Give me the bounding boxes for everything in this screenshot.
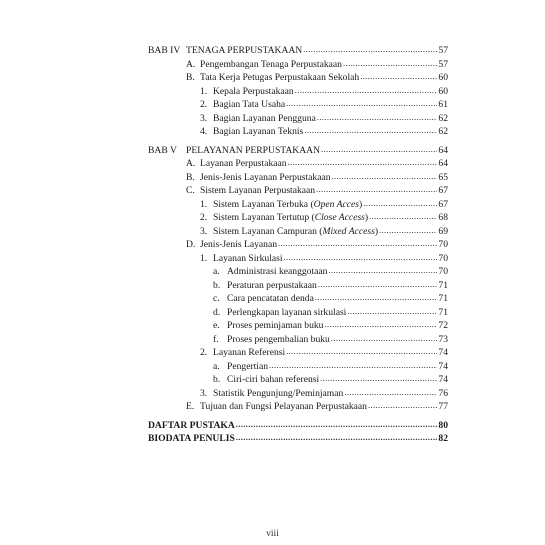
toc-entry-text: Sistem Layanan Campuran ( <box>213 225 323 237</box>
toc-entry-title <box>148 419 235 432</box>
toc-entry-page: 71 <box>438 293 448 304</box>
toc-entry <box>148 112 448 125</box>
toc-entry-page: 71 <box>438 279 448 291</box>
toc-entry-number: a. <box>213 266 220 277</box>
toc-entry-title <box>213 373 319 386</box>
toc-entry <box>148 238 448 251</box>
toc-entry-text: Kepala Perpustakaan <box>213 85 294 97</box>
toc-entry-text: Bagian Layanan Teknis <box>213 126 304 137</box>
dot-leader <box>343 57 437 70</box>
toc-entry-text: Mixed Access <box>322 225 375 237</box>
toc-entry-page: 73 <box>438 333 448 345</box>
toc-entry-number: C. <box>186 185 195 196</box>
toc-entry-text: Administrasi keanggotaan <box>227 266 328 277</box>
toc-entry-number: 3. <box>200 225 208 237</box>
toc-entry-title <box>186 171 331 184</box>
page-number: viii <box>266 528 279 539</box>
toc-entry-number: B. <box>186 72 195 83</box>
dot-leader <box>347 305 437 318</box>
dot-leader <box>317 111 438 124</box>
toc-entry <box>148 306 448 319</box>
toc-entry-title <box>200 198 362 211</box>
toc-entry-text: Layanan Referensi <box>213 347 286 358</box>
toc-entry <box>148 211 448 224</box>
toc-entry-title <box>200 112 316 125</box>
toc-entry-page: 71 <box>438 306 448 318</box>
toc-entry-page: 61 <box>438 99 448 110</box>
dot-leader <box>286 345 437 358</box>
toc-entry <box>148 184 448 197</box>
toc-entry-number: 4. <box>200 126 208 137</box>
toc-entry-text: Open Acces <box>313 198 360 210</box>
dot-leader <box>269 359 437 372</box>
toc-entry <box>148 85 448 98</box>
toc-entry <box>148 171 448 184</box>
toc-entry-title <box>186 58 342 71</box>
toc-entry-title <box>200 252 283 265</box>
toc-entry-title <box>200 85 294 98</box>
toc-entry <box>148 225 448 238</box>
toc-entry-title <box>200 346 285 359</box>
toc-entry-text: ) <box>359 198 363 210</box>
toc-entry-page: 65 <box>438 171 448 183</box>
toc-entry-text: Peraturan perpustakaan <box>227 279 317 291</box>
toc-entry-number: e. <box>213 320 220 331</box>
toc-entry-number: 2. <box>200 347 208 358</box>
toc-entry-page: 67 <box>438 185 448 196</box>
toc-entry-page: 60 <box>438 85 448 97</box>
toc-entry-number: E. <box>186 401 195 412</box>
toc-entry-title <box>200 98 285 111</box>
toc-entry-number: f. <box>213 333 219 345</box>
toc-entry-page: 70 <box>438 266 448 277</box>
toc-entry-number: 2. <box>200 212 208 223</box>
toc-entry-text: Proses pengembalian buku <box>227 333 330 345</box>
toc-entry <box>148 373 448 386</box>
dot-leader <box>368 399 437 412</box>
toc-entry-number: b. <box>213 279 221 291</box>
dot-leader <box>315 291 438 304</box>
toc-entry-text: Layanan Perpustakaan <box>200 158 287 169</box>
dot-leader <box>344 386 437 399</box>
toc-entry-number: BAB IV <box>148 45 181 56</box>
toc-entry-page: 69 <box>438 225 448 237</box>
toc-entry-title <box>213 279 317 292</box>
toc-entry-page: 80 <box>438 419 448 431</box>
toc-entry <box>148 98 448 111</box>
toc-entry-title <box>186 184 315 197</box>
toc-entry-number: c. <box>213 293 220 304</box>
toc-entry-number: 2. <box>200 99 208 110</box>
toc-entry-text: Sistem Layanan Perpustakaan <box>200 185 316 196</box>
toc-entry-number: BAB V <box>148 144 177 156</box>
toc-entry-number: a. <box>213 360 220 372</box>
toc-entry-number: D. <box>186 239 196 250</box>
toc-entry <box>148 252 448 265</box>
dot-leader <box>328 264 437 277</box>
toc-entry <box>148 333 448 346</box>
toc-entry-number: 3. <box>200 387 208 399</box>
toc-entry-title <box>148 432 235 445</box>
dot-leader <box>304 124 437 137</box>
toc-entry-number: A. <box>186 158 196 169</box>
dot-leader <box>369 210 437 223</box>
toc-entry-text: ) <box>364 212 369 223</box>
toc-entry-number: 3. <box>200 112 208 124</box>
toc-entry-page: 72 <box>438 320 448 331</box>
dot-leader <box>324 318 437 331</box>
toc-entry-number: 1. <box>200 85 208 97</box>
toc-entry-page: 67 <box>438 198 448 210</box>
toc-entry-title <box>186 400 367 413</box>
toc-entry-page: 70 <box>438 239 448 250</box>
toc-entry-title <box>200 125 303 138</box>
toc-entry-text: PELAYANAN PERPUSTAKAAN <box>186 144 321 156</box>
toc-entry <box>148 346 448 359</box>
toc-entry <box>148 144 448 157</box>
toc-entry-page: 60 <box>438 72 448 83</box>
toc-entry-number: d. <box>213 306 221 318</box>
toc-entry-title <box>213 306 346 319</box>
toc-entry-title <box>213 265 327 278</box>
dot-leader <box>318 278 438 291</box>
toc-entry-text: Statistik Pengunjung/Peminjaman <box>213 387 344 399</box>
toc-entry-number: A. <box>186 58 196 70</box>
toc-entry-title <box>213 292 314 305</box>
dot-leader <box>379 224 437 237</box>
toc-entry-title <box>148 144 320 157</box>
toc-entry <box>148 387 448 400</box>
toc-entry-text: Sistem Layanan Terbuka ( <box>213 198 314 210</box>
toc-entry-text: Jenis-Jenis Layanan Perpustakaan <box>200 171 331 183</box>
toc-entry-number: 1. <box>200 252 208 264</box>
toc-entry-title <box>200 225 378 238</box>
toc-entry-text: Proses peminjaman buku <box>227 320 324 331</box>
toc-entry-text: Perlengkapan layanan sirkulasi <box>227 306 347 318</box>
toc-entry-number: 1. <box>200 198 208 210</box>
toc-entry-title <box>213 360 268 373</box>
toc-entry-title <box>200 387 343 400</box>
dot-leader <box>236 418 438 431</box>
dot-leader <box>288 156 438 169</box>
toc-entry-page: 76 <box>438 387 448 399</box>
dot-leader <box>295 84 438 97</box>
toc-entry-page: 68 <box>438 212 448 223</box>
toc-entry-text: Pengertian <box>227 360 269 372</box>
toc-entry-title <box>186 238 277 251</box>
toc-entry-text: Layanan Sirkulasi <box>213 252 283 264</box>
toc-entry-text: Close Access <box>314 212 365 223</box>
toc-entry-page: 64 <box>438 144 448 156</box>
toc-entry-text: BIODATA PENULIS <box>148 433 235 444</box>
toc-entry-page: 62 <box>438 112 448 124</box>
dot-leader <box>360 70 437 83</box>
dot-leader <box>321 143 437 156</box>
toc-entry <box>148 265 448 278</box>
dot-leader <box>278 237 437 250</box>
toc-entry-text: Ciri-ciri bahan referensi <box>227 374 320 385</box>
toc-entry-text: ) <box>374 225 379 237</box>
dot-leader <box>286 97 437 110</box>
dot-leader <box>303 43 437 56</box>
dot-leader <box>320 372 437 385</box>
toc-entry-text: Jenis-Jenis Layanan <box>200 239 277 250</box>
dot-leader <box>331 332 438 345</box>
toc-entry-number: b. <box>213 374 221 385</box>
toc-entry-title <box>213 333 330 346</box>
dot-leader <box>332 170 438 183</box>
dot-leader <box>316 183 437 196</box>
toc-entry-text: Tata Kerja Petugas Perpustakaan Sekolah <box>200 72 360 83</box>
toc-entry-page: 77 <box>438 401 448 412</box>
toc-entry-text: Cara pencatatan denda <box>227 293 314 304</box>
toc-entry <box>148 419 448 432</box>
toc-entry-number: B. <box>186 171 195 183</box>
toc-entry <box>148 198 448 211</box>
dot-leader <box>284 251 438 264</box>
toc-entry-page: 57 <box>438 58 448 70</box>
dot-leader <box>363 197 437 210</box>
toc-entry-title <box>213 319 323 332</box>
toc-entry-page: 74 <box>438 374 448 385</box>
toc-entry-text: Bagian Tata Usaha <box>213 99 286 110</box>
toc-entry-page: 74 <box>438 347 448 358</box>
toc-entry-title <box>148 44 302 57</box>
toc-entry <box>148 292 448 305</box>
toc-entry-title <box>186 71 359 84</box>
toc-entry <box>148 157 448 170</box>
toc-entry-page: 62 <box>438 126 448 137</box>
toc-entry-text: Tujuan dan Fungsi Pelayanan Perpustakaan <box>200 401 367 412</box>
toc-entry-text: Sistem Layanan Tertutup ( <box>213 212 315 223</box>
toc-entry-text: TENAGA PERPUSTAKAAN <box>186 45 303 56</box>
toc-entry-text: Pengembangan Tenaga Perpustakaan <box>200 58 342 70</box>
toc-entry-text: DAFTAR PUSTAKA <box>148 419 235 431</box>
toc-entry-title <box>186 157 287 170</box>
toc-entry <box>148 125 448 138</box>
toc-entry <box>148 360 448 373</box>
toc-entry <box>148 44 448 57</box>
toc-entry-page: 82 <box>438 433 448 444</box>
dot-leader <box>236 431 438 444</box>
toc-entry-page: 70 <box>438 252 448 264</box>
toc-entry-page: 64 <box>438 158 448 169</box>
toc-entry-page: 57 <box>438 45 448 56</box>
toc-entry <box>148 400 448 413</box>
toc-entry <box>148 71 448 84</box>
toc-entry <box>148 279 448 292</box>
toc-entry <box>148 58 448 71</box>
toc-entry-title <box>200 211 368 224</box>
toc-entry-text: Bagian Layanan Pengguna <box>213 112 316 124</box>
toc-entry <box>148 319 448 332</box>
toc-entry <box>148 432 448 445</box>
toc-entry-page: 74 <box>438 360 448 372</box>
